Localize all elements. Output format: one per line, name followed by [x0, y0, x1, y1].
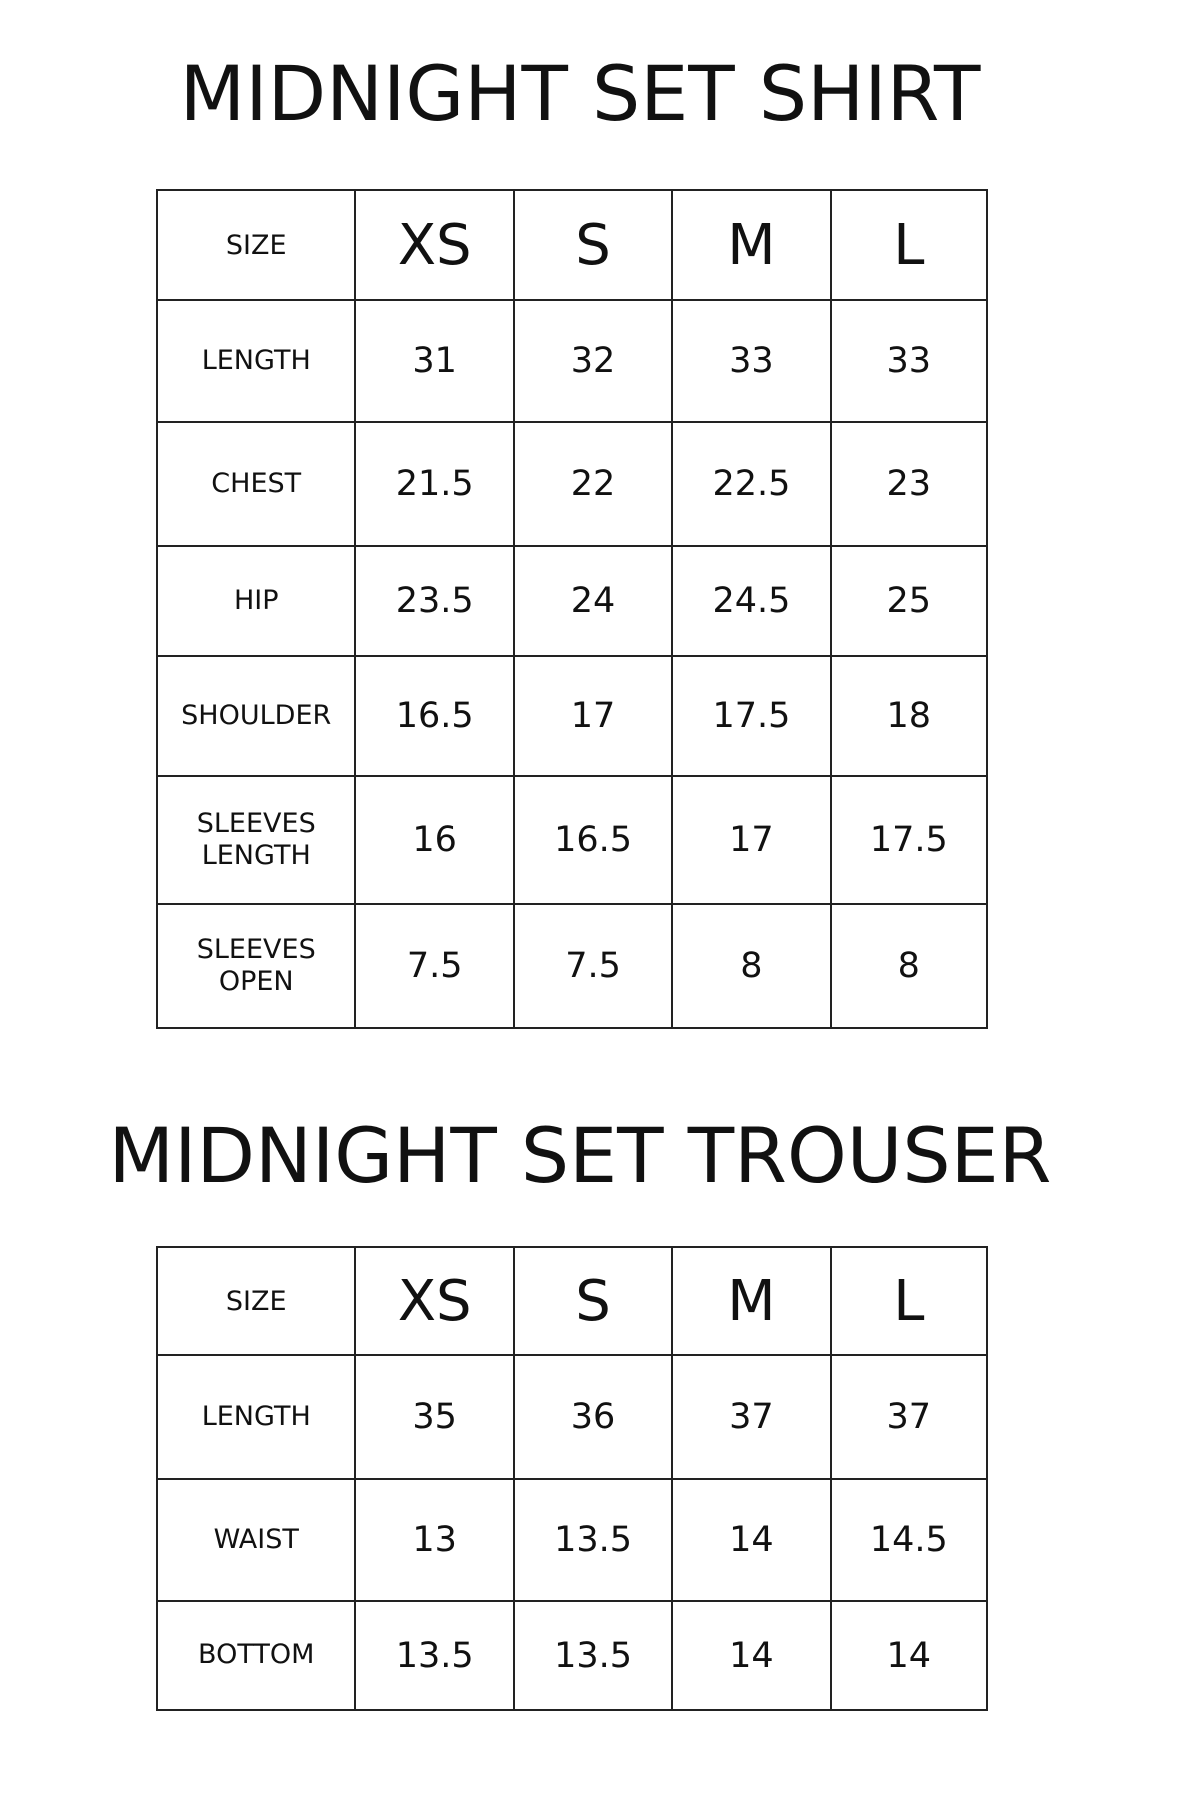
size-header-l: L	[831, 190, 987, 300]
table-row	[157, 1355, 987, 1479]
table-cell: 36	[514, 1355, 672, 1479]
table-row	[157, 546, 987, 656]
table-row	[157, 904, 987, 1028]
row-label-line: OPEN	[218, 966, 294, 997]
size-header-label: SIZE	[157, 1247, 355, 1355]
table-cell: 13	[355, 1479, 513, 1601]
size-header-s: S	[514, 190, 672, 300]
size-header-label: SIZE	[157, 190, 355, 300]
table-cell: 14.5	[831, 1479, 987, 1601]
size-header-m: M	[672, 1247, 830, 1355]
table-cell: 14	[831, 1601, 987, 1710]
table-cell: 17	[514, 656, 672, 776]
table-cell: 18	[831, 656, 987, 776]
row-label-bottom: BOTTOM	[157, 1601, 355, 1710]
table-row	[157, 1479, 987, 1601]
row-label-line: SLEEVES	[196, 807, 316, 839]
table-cell: 23	[831, 422, 987, 546]
size-header-s: S	[514, 1247, 672, 1355]
row-label-sleeves-length	[157, 776, 355, 904]
table-cell: 31	[355, 300, 513, 422]
shirt-header-row	[157, 190, 987, 300]
table-cell: 8	[831, 904, 987, 1028]
table-cell: 24	[514, 546, 672, 656]
table-row	[157, 422, 987, 546]
row-label-chest: CHEST	[157, 422, 355, 546]
table-row	[157, 300, 987, 422]
size-header-xs: XS	[355, 190, 513, 300]
table-cell: 13.5	[355, 1601, 513, 1710]
table-cell: 33	[672, 300, 830, 422]
table-cell: 24.5	[672, 546, 830, 656]
table-cell: 37	[672, 1355, 830, 1479]
table-cell: 22	[514, 422, 672, 546]
table-cell: 16.5	[514, 776, 672, 904]
table-row	[157, 1601, 987, 1710]
size-header-xs: XS	[355, 1247, 513, 1355]
table-cell: 7.5	[514, 904, 672, 1028]
table-cell: 35	[355, 1355, 513, 1479]
table-cell: 21.5	[355, 422, 513, 546]
table-row	[157, 776, 987, 904]
row-label-line: SLEEVES	[196, 933, 316, 965]
table-cell: 14	[672, 1601, 830, 1710]
table-cell: 8	[672, 904, 830, 1028]
row-label-shoulder: SHOULDER	[157, 656, 355, 776]
table-cell: 33	[831, 300, 987, 422]
size-header-l: L	[831, 1247, 987, 1355]
table-cell: 32	[514, 300, 672, 422]
table-cell: 13.5	[514, 1479, 672, 1601]
table-cell: 17	[672, 776, 830, 904]
trouser-header-row	[157, 1247, 987, 1355]
table-cell: 14	[672, 1479, 830, 1601]
table-cell: 25	[831, 546, 987, 656]
table-cell: 7.5	[355, 904, 513, 1028]
table-cell: 22.5	[672, 422, 830, 546]
row-label-waist: WAIST	[157, 1479, 355, 1601]
trouser-size-table	[156, 1246, 988, 1711]
table-cell: 17.5	[672, 656, 830, 776]
row-label-line: LENGTH	[201, 840, 311, 871]
row-label-sleeves-open	[157, 904, 355, 1028]
table-cell: 37	[831, 1355, 987, 1479]
shirt-chart-title: MIDNIGHT SET SHIRT	[179, 49, 981, 138]
row-label-hip: HIP	[157, 546, 355, 656]
table-row	[157, 656, 987, 776]
shirt-size-table	[156, 189, 988, 1029]
row-label-length: LENGTH	[157, 300, 355, 422]
table-cell: 16.5	[355, 656, 513, 776]
row-label-length: LENGTH	[157, 1355, 355, 1479]
table-cell: 16	[355, 776, 513, 904]
table-cell: 23.5	[355, 546, 513, 656]
table-cell: 13.5	[514, 1601, 672, 1710]
table-cell: 17.5	[831, 776, 987, 904]
size-header-m: M	[672, 190, 830, 300]
trouser-chart-title: MIDNIGHT SET TROUSER	[108, 1111, 1052, 1200]
